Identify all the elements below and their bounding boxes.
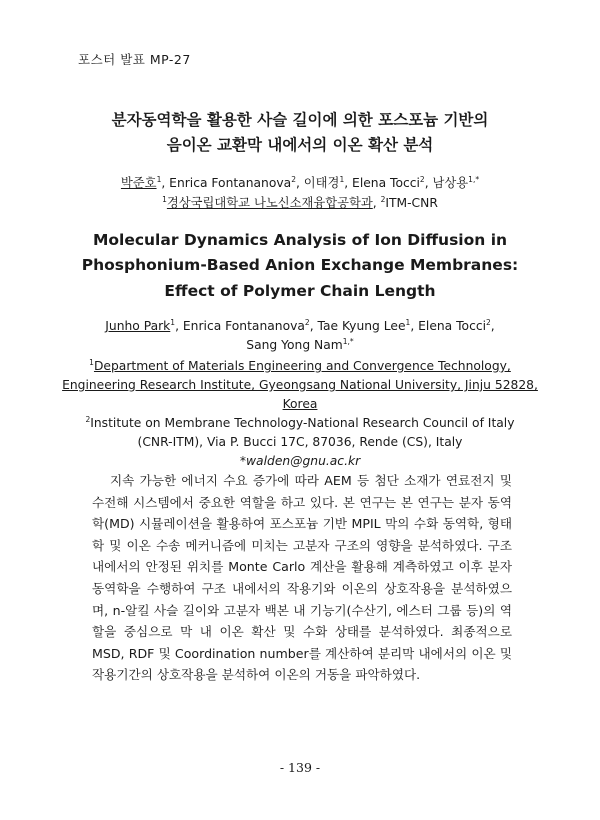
author-separator: , [424, 176, 433, 190]
english-affil2-line1 [60, 416, 540, 430]
english-authors-line2 [60, 338, 540, 352]
author-sup: 1,* [342, 336, 354, 346]
korean-affil-1: 경상국립대학교 나노신소재융합공학과 [166, 196, 373, 210]
author-sup: 1,* [468, 174, 480, 184]
author-name: Enrica Fontananova [169, 176, 292, 190]
english-title-line2: Phosphonium-Based Anion Exchange Membranes: [81, 256, 519, 274]
author-name: 이태경 [303, 176, 340, 190]
korean-affiliation [60, 193, 540, 211]
english-affil1-line1 [60, 359, 540, 373]
author-name: 남상용 [432, 176, 469, 190]
author-name: Junho Park [105, 319, 171, 333]
author-separator: , [344, 176, 353, 190]
author-separator: , [295, 176, 304, 190]
english-affil2-line2 [60, 435, 540, 449]
korean-title-line1: 분자동역학을 활용한 사슬 길이에 의한 포스포늄 기반의 [111, 111, 489, 129]
author-sup: 2 [486, 317, 491, 327]
author-name: Elena Tocci [352, 176, 420, 190]
abstract-body [92, 470, 512, 686]
session-label: 포스터 발표 MP-27 [78, 52, 191, 67]
affil1-text-line1: Department of Materials Engineering and Convergence Technology, [93, 359, 511, 373]
affil1-sup: 1 [89, 357, 94, 367]
author-sup: 2 [419, 174, 425, 184]
english-title-line3: Effect of Polymer Chain Length [164, 282, 436, 300]
author-name: 박준호 [120, 176, 157, 190]
korean-title-line2: 음이온 교환막 내에서의 이온 확산 분석 [166, 136, 434, 154]
author-separator: , [410, 319, 419, 333]
affil-sup-1: 1 [162, 194, 167, 204]
email-address: walden@gnu.ac.kr [246, 454, 361, 468]
page-number: - 139 - [279, 760, 321, 775]
korean-authors [60, 173, 540, 191]
affil1-text-line2: Engineering Research Institute, Gyeongsang National University, Jinju 52828, [62, 378, 538, 392]
affil2-sup: 2 [85, 414, 91, 424]
author-sup: 1 [405, 317, 411, 327]
author-separator: , [175, 319, 183, 333]
author-name: Sang Yong Nam [246, 338, 343, 352]
affil2-text-line1: Institute on Membrane Technology-National Research Council of Italy [90, 416, 515, 430]
english-title-line1: Molecular Dynamics Analysis of Ion Diffusion in [92, 231, 508, 249]
author-sup: 2 [304, 317, 310, 327]
author-separator: , [490, 319, 495, 333]
affil-sup-2: 2 [380, 194, 386, 204]
author-sup: 1 [339, 174, 345, 184]
author-name: Enrica Fontananova [182, 319, 305, 333]
affil-separator: , [372, 196, 381, 210]
english-authors-line1 [60, 319, 540, 333]
author-sup: 2 [291, 174, 296, 184]
korean-affil-2: ITM-CNR [385, 196, 438, 210]
author-name: Tae Kyung Lee [317, 319, 406, 333]
english-affil1-line2 [60, 378, 540, 392]
author-name: Elena Tocci [418, 319, 487, 333]
author-separator: , [161, 176, 170, 190]
affil1-text-line3: Korea [282, 397, 318, 411]
author-sup: 1 [170, 317, 176, 327]
abstract-text: 지속 가능한 에너지 수요 증가에 따라 AEM 등 첨단 소재가 연료전지 및 수전해 시스템에서 중요한 역할을 하고 있다. 본 연구는 본 연구는 분자 동역학(MD) 시뮬레이션을 활용하여 포스포늄 기반 MPIL 막의 수화 동역학, 형태학 및 이온 수송 메커니즘에 미치는 고분자 구조의 영향을 분석하였다. 구조 내에서의 안정된 위치를 Monte Carlo 계산을 활용해 계측하였고 이후 분자동역학을 수행하여 구조 내에서의 작용기와 이온의 상호작용을 분석하였으며, n-알킬 사슬 길이와 고분자 백본 내 기능기(수산기, 에스터 그룹 등)의 역할을 중심으로 막 내 이온 확산 및 수화 상태를 분석하였다. 최종적으로 MSD, RDF 및 Coordination number를 계산하여 분리막 내에서의 이온 및 작용기간의 상호작용을 분석하여 이온의 거동을 파악하였다. [92, 473, 512, 683]
email-asterisk: * [239, 454, 246, 468]
english-affil1-line3 [60, 397, 540, 411]
author-sup: 1 [156, 174, 162, 184]
affil2-text-line2: (CNR-ITM), Via P. Bucci 17C, 87036, Rende (CS), Italy [137, 435, 463, 449]
corresponding-email [60, 454, 540, 468]
author-separator: , [309, 319, 318, 333]
